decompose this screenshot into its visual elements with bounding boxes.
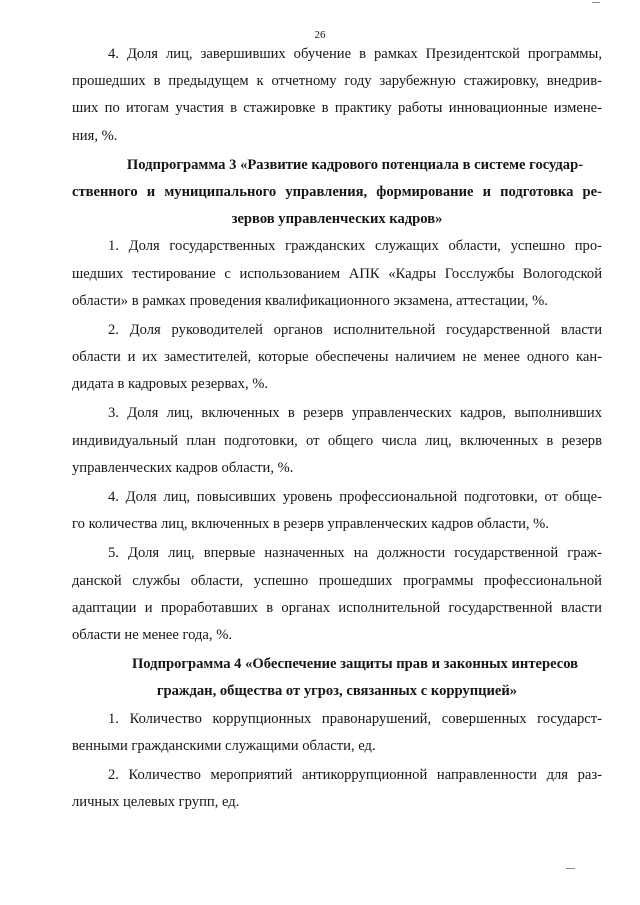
paragraph (72, 484, 602, 538)
text-line: прошедших в предыдущем к отчетному году зарубежную стажировку, внедрив- (72, 73, 602, 90)
paragraph (72, 317, 602, 399)
paragraph (72, 540, 602, 649)
text-line: ния, %. (72, 127, 118, 144)
scan-speck (592, 2, 600, 3)
text-line: 4. Доля лиц, завершивших обучение в рамках Президентской программы, (108, 46, 602, 62)
text-line: индивидуальный план подготовки, от общего числа лиц, включенных в резерв (72, 432, 602, 449)
text-line: го количества лиц, включенных в резерв управленческих кадров области, %. (72, 516, 549, 533)
heading-line: Подпрограмма 4 «Обеспечение защиты прав и законных интересов (131, 656, 579, 673)
heading-line: Подпрограмма 3 «Развитие кадрового потенциала в системе государ- (126, 156, 584, 173)
text-line: венными гражданскими служащими области, ед. (72, 737, 376, 754)
scan-speck (566, 868, 575, 869)
text-line: 1. Доля государственных гражданских служащих области, успешно про- (108, 238, 602, 255)
paragraph (72, 233, 602, 315)
paragraph (72, 762, 602, 816)
text-line: ших по итогам участия в стажировке в практику работы инновационные измене- (72, 100, 602, 117)
text-line: 2. Количество мероприятий антикоррупционной направленности для раз- (108, 766, 602, 783)
text-line: 4. Доля лиц, повысивших уровень профессиональной подготовки, от обще- (108, 489, 602, 505)
paragraph (72, 400, 602, 482)
text-line: 3. Доля лиц, включенных в резерв управленческих кадров, выполнивших (108, 405, 602, 422)
heading-line: зервов управленческих кадров» (231, 211, 443, 228)
page-number: 26 (314, 29, 326, 41)
text-line: 2. Доля руководителей органов исполнительной государственной власти (108, 321, 602, 338)
paragraph (72, 706, 602, 760)
text-line: шедших тестирование с использованием АПК «Кадры Госслужбы Вологодской (72, 265, 602, 282)
text-line: личных целевых групп, ед. (72, 794, 240, 811)
text-line: области не менее года, %. (72, 626, 232, 643)
text-line: 1. Количество коррупционных правонарушений, совершенных государст- (108, 710, 602, 727)
paragraph (72, 41, 602, 150)
text-line: данской службы области, успешно прошедших программы профессиональной (72, 572, 602, 589)
document-body (72, 41, 602, 816)
text-line: области» в рамках проведения квалификационного экзамена, аттестации, %. (72, 292, 548, 309)
text-line: области и их заместителей, которые обеспечены наличием не менее одного кан- (72, 349, 602, 366)
heading-line: граждан, общества от угроз, связанных с коррупцией» (156, 683, 518, 700)
subprogram-heading (72, 651, 602, 705)
heading-line: ственного и муниципального управления, формирование и подготовка ре- (72, 183, 602, 200)
text-line: управленческих кадров области, %. (72, 459, 294, 476)
text-line: дидата в кадровых резервах, %. (72, 376, 269, 393)
text-line: адаптации и проработавших в органах исполнительной государственной власти (72, 599, 602, 616)
text-line: 5. Доля лиц, впервые назначенных на должности государственной граж- (108, 545, 602, 562)
subprogram-heading (72, 152, 602, 234)
